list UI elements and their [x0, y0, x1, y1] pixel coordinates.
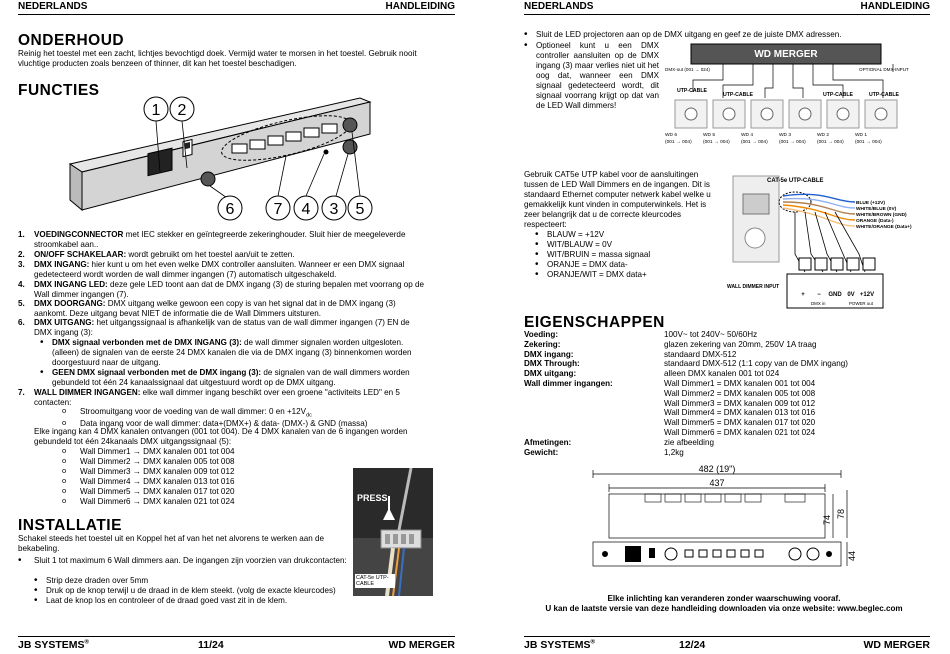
functies-heading: FUNCTIES — [18, 82, 100, 99]
dimmer-range: (001 → 004) — [741, 140, 768, 145]
page-number: 12/24 — [679, 639, 706, 651]
power-out-label: POWER out — [849, 301, 873, 306]
eigenschappen-heading: EIGENSCHAPPEN — [524, 314, 665, 331]
page-number: 11/24 — [198, 639, 224, 651]
spec-value: 100V~ tot 240V~ 50/60Hz — [664, 330, 758, 339]
page-footer: JB SYSTEMS® 11/24 WD MERGER — [18, 636, 455, 652]
press-photo — [353, 468, 433, 596]
color-codes — [535, 230, 715, 280]
notice-1: Elke inlichting kan veranderen zonder waarschuwing vooraf. — [607, 594, 841, 603]
spec-label: DMX Through: — [524, 359, 580, 369]
spec-value: Wall Dimmer5 = DMX kanalen 017 tot 020 — [664, 418, 816, 428]
spec-row — [524, 448, 924, 458]
page-header — [18, 1, 455, 15]
item7-channels — [62, 447, 322, 507]
footer-model: WD MERGER — [388, 639, 455, 651]
installatie-heading: INSTALLATIE — [18, 517, 122, 534]
spec-label: Zekering: — [524, 339, 561, 349]
specs-table — [524, 330, 924, 460]
list-item: • BLAUW = +12V — [535, 230, 715, 240]
utp-label-3: UTP-CABLE — [823, 92, 853, 98]
utp-label-2: UTP-CABLE — [723, 92, 753, 98]
spec-row — [524, 350, 924, 360]
page-header — [524, 1, 930, 15]
installatie-item: • Sluit 1 tot maximum 6 Wall dimmers aan. De ingangen zijn voorzien van drukcontacten: — [18, 555, 347, 566]
list-item: o Wall Dimmer1 → DMX kanalen 001 tot 004 — [62, 447, 322, 457]
spec-value: standaard DMX-512 (1:1 copy van de DMX ingang) — [664, 359, 849, 369]
callout-5: 5 — [355, 201, 365, 218]
dimmer-label: WD 2 — [817, 133, 829, 138]
list-item: o Data ingang voor de wall dimmer: data+(DMX+) & data- (DMX-) & GND (massa) — [62, 419, 432, 429]
spec-row — [524, 399, 924, 409]
callout-1: 1 — [151, 102, 161, 119]
callout-6: 6 — [225, 201, 235, 218]
spec-row — [524, 438, 924, 448]
wire-label: ORANGE (Data-) — [856, 219, 894, 224]
press-label: PRESS — [357, 493, 388, 503]
spec-row — [524, 428, 924, 438]
footer-brand: JB SYSTEMS — [18, 639, 85, 651]
spec-value: zie afbeelding — [664, 437, 714, 447]
right-page — [475, 0, 950, 654]
list-item: • Sluit de LED projectoren aan op de DMX uitgang en geef ze de juiste DMX adressen. — [524, 30, 886, 40]
spec-row — [524, 340, 924, 350]
function-item-5: 5. DMX DOORGANG: DMX uitgang welke gewoon een copy is van het signal dat in de DMX ingang (3) aankomt. Deze uitgang bevat NIET de informatie die de Wall Dimmers uitsturen. — [18, 299, 396, 319]
spec-label: DMX uitgang: — [524, 369, 577, 379]
dimmer-range: (001 → 004) — [703, 140, 730, 145]
list-item: o Stroomuitgang voor de voeding van de wall dimmer: 0 en $+12V_{dc}$ — [62, 407, 432, 419]
top-bullets-2 — [524, 41, 659, 111]
spec-label: Wall dimmer ingangen: — [524, 379, 613, 388]
pin-label: − — [817, 292, 821, 298]
callout-3: 3 — [329, 201, 339, 218]
spec-value: Wall Dimmer3 = DMX kanalen 009 tot 012 — [664, 398, 816, 408]
cable-title: CAT-5e UTP-CABLE — [767, 178, 824, 184]
spec-row — [524, 418, 924, 428]
dimmer-label: WD 1 — [855, 133, 867, 138]
function-item-4: 4. DMX INGANG LED: deze gele LED toont aan dat de DMX ingang (3) de sturing bepalen met voorrang op de Wall dimmer ingangen (7). — [18, 280, 425, 300]
spec-label: DMX ingang: — [524, 349, 574, 359]
spec-row — [524, 379, 924, 389]
wire-label: WHITE/BROWN (GND) — [856, 213, 907, 218]
input-label: WALL DIMMER INPUT — [727, 284, 780, 290]
device-label: WD MERGER — [754, 49, 818, 60]
wire-label: WHITE/ORANGE (Data+) — [856, 225, 912, 230]
list-item: • Optioneel kunt u een DMX controller aansluiten op de DMX ingang (3) maar verlies niet uit het oog dat, wanneer een DMX signaal gedetecteerd wordt, dit signaal voorrang krijgt op dat van de LED Wall dimmers! — [524, 41, 659, 111]
spec-row — [524, 389, 924, 399]
callout-7: 7 — [273, 201, 283, 218]
header-title: HANDLEIDING — [385, 1, 455, 12]
list-item: o Wall Dimmer3 → DMX kanalen 009 tot 012 — [62, 467, 322, 477]
list-item: • Laat de knop los en controleer of de draad goed vast zit in de klem. — [34, 596, 354, 606]
function-item-1: 1. VOEDINGCONNECTOR met IEC stekker en geïntegreerde zekeringhouder. Sluit hier de meegeleverde stroomkabel aan.. — [18, 230, 406, 250]
dim-height: 44 — [847, 550, 857, 562]
top-bullets — [524, 30, 886, 40]
function-item-7: 7. WALL DIMMER INGANGEN: elke wall dimmer ingang beschikt over een groene "activiteits LED" en 5 contacten: — [18, 388, 400, 408]
spec-value: glazen zekering van 20mm, 250V 1A traag — [664, 339, 817, 349]
pin-label: 0V — [847, 292, 855, 298]
spec-row — [524, 408, 924, 418]
header-language: NEDERLANDS — [524, 1, 594, 12]
spec-row — [524, 369, 924, 379]
callout-4: 4 — [301, 201, 311, 218]
header-title: HANDLEIDING — [860, 1, 930, 12]
page-footer: JB SYSTEMS® 12/24 WD MERGER — [524, 636, 930, 652]
spec-value: Wall Dimmer1 = DMX kanalen 001 tot 004 — [664, 379, 816, 388]
spec-value: Wall Dimmer2 = DMX kanalen 005 tot 008 — [664, 388, 816, 398]
item6-bullets — [40, 338, 430, 388]
device-rear-illustration — [60, 92, 420, 224]
spec-label: Voeding: — [524, 330, 559, 339]
list-item: • WIT/BLAUW = 0V — [535, 240, 715, 250]
function-item-2: 2. ON/OFF SCHAKELAAR: wordt gebruikt om het toestel aan/uit te zetten. — [18, 250, 295, 259]
dimmer-label: WD 4 — [741, 133, 753, 138]
cable-label: CAT-5e UTP-CABLE — [355, 574, 395, 588]
list-item: o Wall Dimmer4 → DMX kanalen 013 tot 016 — [62, 477, 322, 487]
list-item: o Wall Dimmer2 → DMX kanalen 005 tot 008 — [62, 457, 322, 467]
wire-label: BLUE (+12V) — [856, 201, 885, 206]
spec-value: alleen DMX kanalen 001 tot 024 — [664, 369, 780, 379]
utp-label-4: UTP-CABLE — [869, 92, 899, 98]
list-item: • DMX signaal verbonden met de DMX INGANG (3): de wall dimmer signalen worden uitgesloten. (alleen) de signalen van de eerste 24 DMX kanalen die via de DMX ingang (3) binnenkomen worden doorgestuurd naar de uitgang. — [40, 338, 430, 368]
footer-model: WD MERGER — [863, 639, 930, 651]
notice-2: U kan de laatste versie van deze handleiding downloaden via onze website: www.beglec.com — [545, 604, 903, 613]
spec-value: Wall Dimmer4 = DMX kanalen 013 tot 016 — [664, 408, 816, 418]
wiring-diagram — [663, 40, 925, 152]
dim-width-body: 437 — [709, 478, 725, 488]
callout-2: 2 — [177, 102, 187, 119]
function-item-3: 3. DMX INGANG: hier kunt u om het even welke DMX controller aansluiten. Wanneer er een DMX signaal gedetecteerd wordt worden de wall dimmer ingangen (7) automatisch uitgeschakeld. — [18, 260, 405, 280]
dmx-out-label: DMX-out (001 → 024) — [665, 67, 710, 72]
onderhoud-text: Reinig het toestel met een zacht, lichtjes bevochtigd doek. Vermijd water te morsen in het toestel. Gebruik nooit vluchtige producten zoals benzeen of thinner, dit kan het toestel beschadigen. — [18, 49, 417, 69]
list-item: • ORANJE/WIT = DMX data+ — [535, 270, 715, 280]
dmx-in-label: DMX in — [811, 301, 826, 306]
function-item-6: 6. DMX UITGANG: het uitgangssignaal is afhankelijk van de status van de wall dimmer ingangen (7) EN de DMX ingang (3): — [18, 318, 410, 338]
dim-depth-2: 78 — [836, 508, 846, 520]
dim-width-total: 482 (19") — [698, 464, 736, 474]
optional-input-label: OPTIONAL DMX-INPUT — [859, 67, 909, 72]
list-item: • WIT/BRUIN = massa signaal — [535, 250, 715, 260]
list-item: • Strip deze draden over 5mm — [34, 576, 354, 586]
dimension-drawing — [585, 462, 865, 580]
dimmer-label: WD 5 — [703, 133, 715, 138]
header-language: NEDERLANDS — [18, 1, 88, 12]
dimmer-label: WD 3 — [779, 133, 791, 138]
spec-label: Gewicht: — [524, 447, 559, 457]
item7-text: Elke ingang kan 4 DMX kanalen ontvangen (001 tot 004). De 4 DMX kanalen van de 6 ingangen worden gebundeld tot één 24kanaals DMX uitgangssignaal (5): — [34, 427, 408, 447]
onderhoud-heading: ONDERHOUD — [18, 32, 125, 49]
spec-row — [524, 359, 924, 369]
pin-label: +12V — [859, 292, 875, 298]
footer-brand: JB SYSTEMS — [524, 639, 591, 651]
pin-label: + — [801, 292, 805, 298]
cat5-text: Gebruik CAT5e UTP kabel voor de aansluitingen tussen de LED Wall Dimmers en de ingangen. Dit is standaard Ethernet computer netwerk kabel welke u gemakkelijk kunt vinden in computerwinkels. Het is zeer belangrijk dat u de correcte kleurcodes respecteert: — [524, 170, 711, 230]
dim-depth-1: 74 — [822, 514, 832, 526]
dimmer-label: WD 6 — [665, 133, 677, 138]
spec-value: Wall Dimmer6 = DMX kanalen 021 tot 024 — [664, 428, 816, 437]
cat5-wiring-diagram — [725, 172, 925, 314]
pin-label: GND — [828, 292, 842, 298]
list-item: o Wall Dimmer6 → DMX kanalen 021 tot 024 — [62, 497, 322, 507]
dimmer-range: (001 → 004) — [855, 140, 882, 145]
list-item: • GEEN DMX signaal verbonden met de DMX ingang (3): de signalen van de wall dimmers worden gebundeld tot één 24 kanaalssignaal dat uitgestuurd wordt op de DMX uitgang. — [40, 368, 430, 388]
list-item: • ORANJE = DMX data- — [535, 260, 715, 270]
dimmer-range: (001 → 004) — [665, 140, 692, 145]
installatie-text: Schakel steeds het toestel uit en Koppel het af van het net alvorens te werken aan de bekabeling. — [18, 534, 324, 554]
spec-label: Afmetingen: — [524, 437, 572, 447]
wire-label: WHITE/BLUE (0V) — [856, 207, 897, 212]
installatie-bullets — [34, 576, 354, 606]
list-item: • Druk op de knop terwijl u de draad in de klem steekt. (volg de exacte kleurcodes) — [34, 586, 354, 596]
spec-row — [524, 330, 924, 340]
spec-value: 1,2kg — [664, 447, 684, 457]
spec-value: standaard DMX-512 — [664, 349, 737, 359]
dimmer-range: (001 → 004) — [779, 140, 806, 145]
dimmer-range: (001 → 004) — [817, 140, 844, 145]
list-item: o Wall Dimmer5 → DMX kanalen 017 tot 020 — [62, 487, 322, 497]
utp-label-1: UTP-CABLE — [677, 88, 707, 94]
